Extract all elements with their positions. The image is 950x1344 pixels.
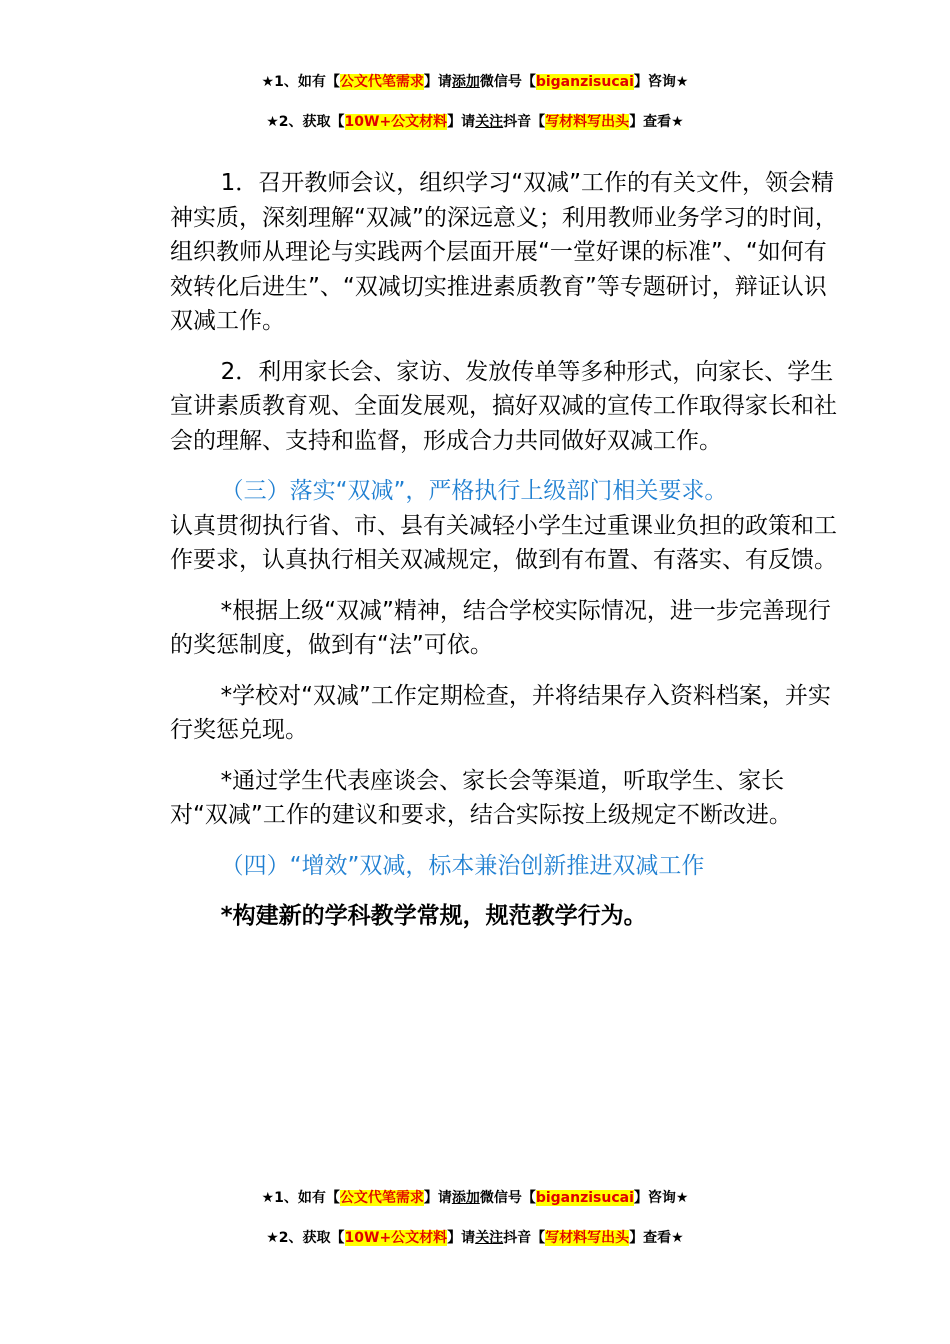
bullet-paragraph-3: *通过学生代表座谈会、家长会等渠道，听取学生、家长对“双减”工作的建议和要求，结合实际按上级规定不断改进。 bbox=[170, 767, 792, 828]
paragraph-1: 1．召开教师会议，组织学习“双减”工作的有关文件，领会精神实质，深刻理解“双减”的深远意义；利用教师业务学习的时间，组织教师从理论与实践两个层面开展“一堂好课的标准”、“如何有效转化后进生”、“双减切实推进素质教育”等专题研讨，辩证认识双减工作。 bbox=[170, 170, 838, 334]
promo-text: 】查看★ bbox=[629, 114, 684, 130]
section-heading-4: （四）“增效”双减，标本兼治创新推进双减工作 bbox=[220, 852, 705, 879]
promo-text: ★2、获取【 bbox=[266, 1230, 345, 1246]
promo-douyin-account: 写材料写出头 bbox=[545, 114, 630, 130]
promo-text: 微信号【 bbox=[479, 74, 536, 90]
section-heading-3: （三）落实“双减”，严格执行上级部门相关要求。 bbox=[220, 478, 728, 504]
promo-text: 】请 bbox=[423, 74, 452, 90]
promo-text: 】咨询★ bbox=[633, 74, 689, 90]
promo-wechat-id: biganzisucai bbox=[535, 1190, 634, 1206]
promo-highlight: 公文代笔需求 bbox=[339, 1190, 424, 1206]
promo-underlined: 添加 bbox=[451, 74, 480, 90]
bold-bullet-paragraph: *构建新的学科教学常规，规范教学行为。 bbox=[220, 903, 647, 929]
bullet-paragraph-2: *学校对“双减”工作定期检查，并将结果存入资料档案，并实行奖惩兑现。 bbox=[170, 682, 831, 743]
promo-highlight: 公文代笔需求 bbox=[339, 74, 424, 90]
promo-text: 微信号【 bbox=[479, 1190, 536, 1206]
promo-text: ★1、如有【 bbox=[261, 1190, 340, 1206]
footer-promo-line-2 bbox=[0, 1228, 950, 1248]
promo-highlight: 10W+公文材料 bbox=[344, 114, 448, 130]
promo-text: 】查看★ bbox=[629, 1230, 684, 1246]
promo-text: 】请 bbox=[423, 1190, 452, 1206]
paragraph-3: 认真贯彻执行省、市、县有关减轻小学生过重课业负担的政策和工作要求，认真执行相关双减规定，做到有布置、有落实、有反馈。 bbox=[170, 512, 837, 573]
promo-underlined: 关注 bbox=[475, 1230, 504, 1246]
header-promo-line-1 bbox=[0, 72, 950, 92]
footer-promo-line-1 bbox=[0, 1188, 950, 1208]
promo-text: ★1、如有【 bbox=[261, 74, 340, 90]
promo-highlight: 10W+公文材料 bbox=[344, 1230, 448, 1246]
promo-text: 】咨询★ bbox=[633, 1190, 689, 1206]
promo-text: 抖音【 bbox=[503, 1230, 546, 1246]
promo-douyin-account: 写材料写出头 bbox=[545, 1230, 630, 1246]
promo-underlined: 添加 bbox=[451, 1190, 480, 1206]
bullet-paragraph-1: *根据上级“双减”精神，结合学校实际情况，进一步完善现行的奖惩制度，做到有“法”可依。 bbox=[170, 597, 831, 658]
paragraph-2: 2．利用家长会、家访、发放传单等多种形式，向家长、学生宣讲素质教育观、全面发展观，搞好双减的宣传工作取得家长和社会的理解、支持和监督，形成合力共同做好双减工作。 bbox=[170, 358, 837, 454]
promo-wechat-id: biganzisucai bbox=[535, 74, 634, 90]
promo-text: ★2、获取【 bbox=[266, 114, 345, 130]
promo-text: 抖音【 bbox=[503, 114, 546, 130]
header-promo-line-2 bbox=[0, 112, 950, 132]
promo-underlined: 关注 bbox=[475, 114, 504, 130]
document-body bbox=[170, 166, 840, 950]
promo-text: 】请 bbox=[447, 114, 476, 130]
promo-text: 】请 bbox=[447, 1230, 476, 1246]
